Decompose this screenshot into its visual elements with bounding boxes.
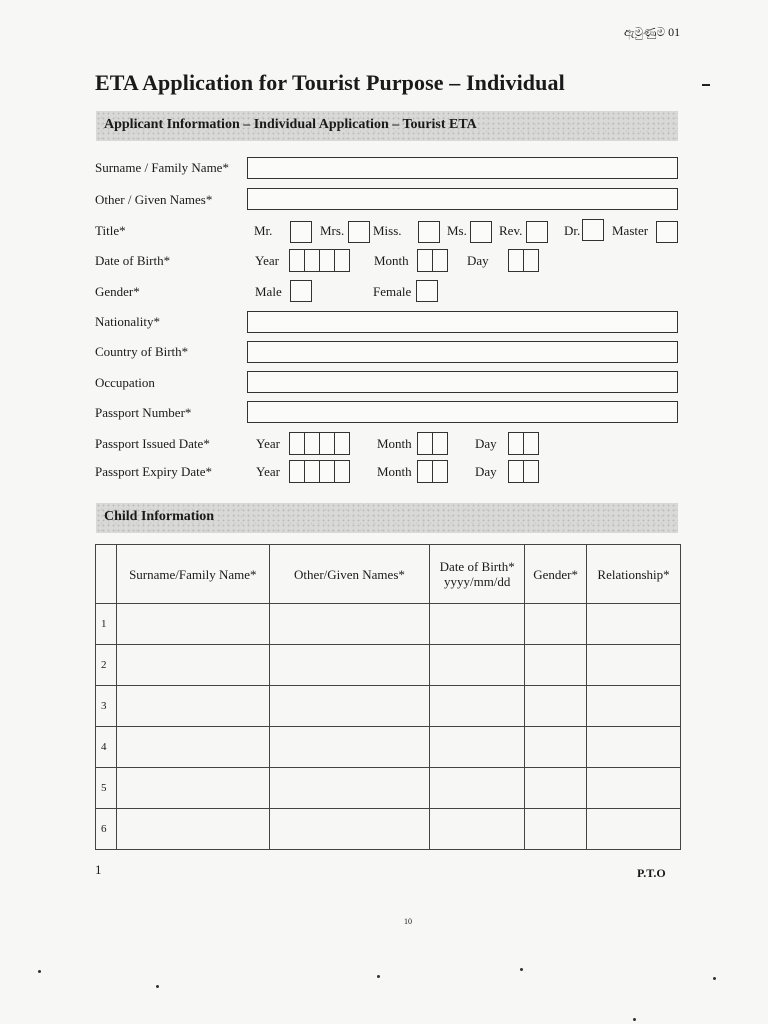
relationship-cell[interactable] [587,686,681,727]
passport-number-label: Passport Number* [95,405,192,420]
table-row [96,604,681,645]
relationship-cell[interactable] [587,809,681,850]
title-option-ms: Ms. [447,223,467,238]
issued-day-boxes[interactable] [508,432,539,455]
column-header-number [96,545,117,604]
given-names-cell[interactable] [269,809,430,850]
title-option-dr: Dr. [564,223,581,238]
surname-cell[interactable] [116,809,269,850]
surname-cell[interactable] [116,604,269,645]
expiry-day-boxes[interactable] [508,460,539,483]
dob-day-label: Day [467,253,489,268]
surname-cell[interactable] [116,768,269,809]
dob-cell[interactable] [430,604,525,645]
given-names-field[interactable] [247,188,678,210]
scan-speck [713,977,716,980]
title-dr-checkbox[interactable] [582,219,604,241]
gender-female-checkbox[interactable] [416,280,438,302]
gender-cell[interactable] [525,727,587,768]
footer-left-mark: 1 [95,862,102,877]
gender-cell[interactable] [525,686,587,727]
scan-speck [156,985,159,988]
row-number: 1 [96,604,117,645]
row-number: 5 [96,768,117,809]
scan-speck [633,1018,636,1021]
title-option-master: Master [612,223,649,238]
title-option-rev: Rev. [499,223,523,238]
column-header-dob: Date of Birth* yyyy/mm/dd [430,545,525,604]
relationship-cell[interactable] [587,645,681,686]
dob-month-label: Month [374,253,409,268]
child-information-table [95,544,681,850]
gender-option-male: Male [255,284,282,299]
relationship-cell[interactable] [587,768,681,809]
surname-label: Surname / Family Name* [95,160,229,175]
title-miss-checkbox[interactable] [418,221,440,243]
issued-month-label: Month [377,436,412,451]
surname-field[interactable] [247,157,678,179]
table-row [96,645,681,686]
surname-cell[interactable] [116,645,269,686]
occupation-label: Occupation [95,375,155,390]
passport-number-field[interactable] [247,401,678,423]
column-header-gender: Gender* [525,545,587,604]
nationality-label: Nationality* [95,314,160,329]
title-option-mrs: Mrs. [320,223,345,238]
gender-male-checkbox[interactable] [290,280,312,302]
dob-cell[interactable] [430,809,525,850]
row-number: 3 [96,686,117,727]
dob-cell[interactable] [430,686,525,727]
child-section-banner [96,503,678,533]
occupation-field[interactable] [247,371,678,393]
title-option-mr: Mr. [254,223,273,238]
title-mr-checkbox[interactable] [290,221,312,243]
passport-issued-label: Passport Issued Date* [95,436,210,451]
expiry-year-label: Year [256,464,280,479]
title-mrs-checkbox[interactable] [348,221,370,243]
given-names-cell[interactable] [269,645,430,686]
given-names-cell[interactable] [269,768,430,809]
surname-cell[interactable] [116,686,269,727]
dob-year-label: Year [255,253,279,268]
expiry-year-boxes[interactable] [289,460,350,483]
nationality-field[interactable] [247,311,678,333]
given-names-cell[interactable] [269,727,430,768]
title-rev-checkbox[interactable] [526,221,548,243]
dob-cell[interactable] [430,768,525,809]
passport-expiry-label: Passport Expiry Date* [95,464,212,479]
gender-cell[interactable] [525,604,587,645]
relationship-cell[interactable] [587,727,681,768]
surname-cell[interactable] [116,727,269,768]
column-header-surname: Surname/Family Name* [116,545,269,604]
table-row [96,727,681,768]
applicant-section-heading: Applicant Information – Individual Application – Tourist ETA [104,117,477,132]
gender-cell[interactable] [525,768,587,809]
column-header-given-names: Other/Given Names* [269,545,430,604]
title-ms-checkbox[interactable] [470,221,492,243]
title-option-miss: Miss. [373,223,402,238]
gender-option-female: Female [373,284,412,299]
country-of-birth-label: Country of Birth* [95,344,189,359]
dob-year-boxes[interactable] [289,249,350,272]
table-row [96,686,681,727]
dob-cell[interactable] [430,727,525,768]
scan-speck [377,975,380,978]
margin-mark [702,84,710,86]
row-number: 4 [96,727,117,768]
annex-label: ඇමුණුම 01 [624,25,681,39]
issued-month-boxes[interactable] [417,432,448,455]
scan-speck [520,968,523,971]
title-label: Title* [95,223,126,238]
scan-speck [38,970,41,973]
column-header-relationship: Relationship* [587,545,681,604]
expiry-month-boxes[interactable] [417,460,448,483]
dob-day-boxes[interactable] [508,249,539,272]
child-table-header-row [96,545,681,604]
row-number: 6 [96,809,117,850]
gender-label: Gender* [95,284,140,299]
expiry-month-label: Month [377,464,412,479]
given-names-label: Other / Given Names* [95,192,213,207]
page-number: 10 [404,917,412,926]
row-number: 2 [96,645,117,686]
dob-month-boxes[interactable] [417,249,448,272]
page-title: ETA Application for Tourist Purpose – Individual [95,70,565,95]
table-row [96,768,681,809]
given-names-cell[interactable] [269,686,430,727]
gender-cell[interactable] [525,809,587,850]
expiry-day-label: Day [475,464,497,479]
table-row [96,809,681,850]
title-master-checkbox[interactable] [656,221,678,243]
dob-cell[interactable] [430,645,525,686]
issued-day-label: Day [475,436,497,451]
country-of-birth-field[interactable] [247,341,678,363]
relationship-cell[interactable] [587,604,681,645]
issued-year-label: Year [256,436,280,451]
pto-label: P.T.O [637,866,666,880]
given-names-cell[interactable] [269,604,430,645]
applicant-section-banner [96,111,678,141]
issued-year-boxes[interactable] [289,432,350,455]
gender-cell[interactable] [525,645,587,686]
dob-label: Date of Birth* [95,253,171,268]
child-section-heading: Child Information [104,509,215,524]
